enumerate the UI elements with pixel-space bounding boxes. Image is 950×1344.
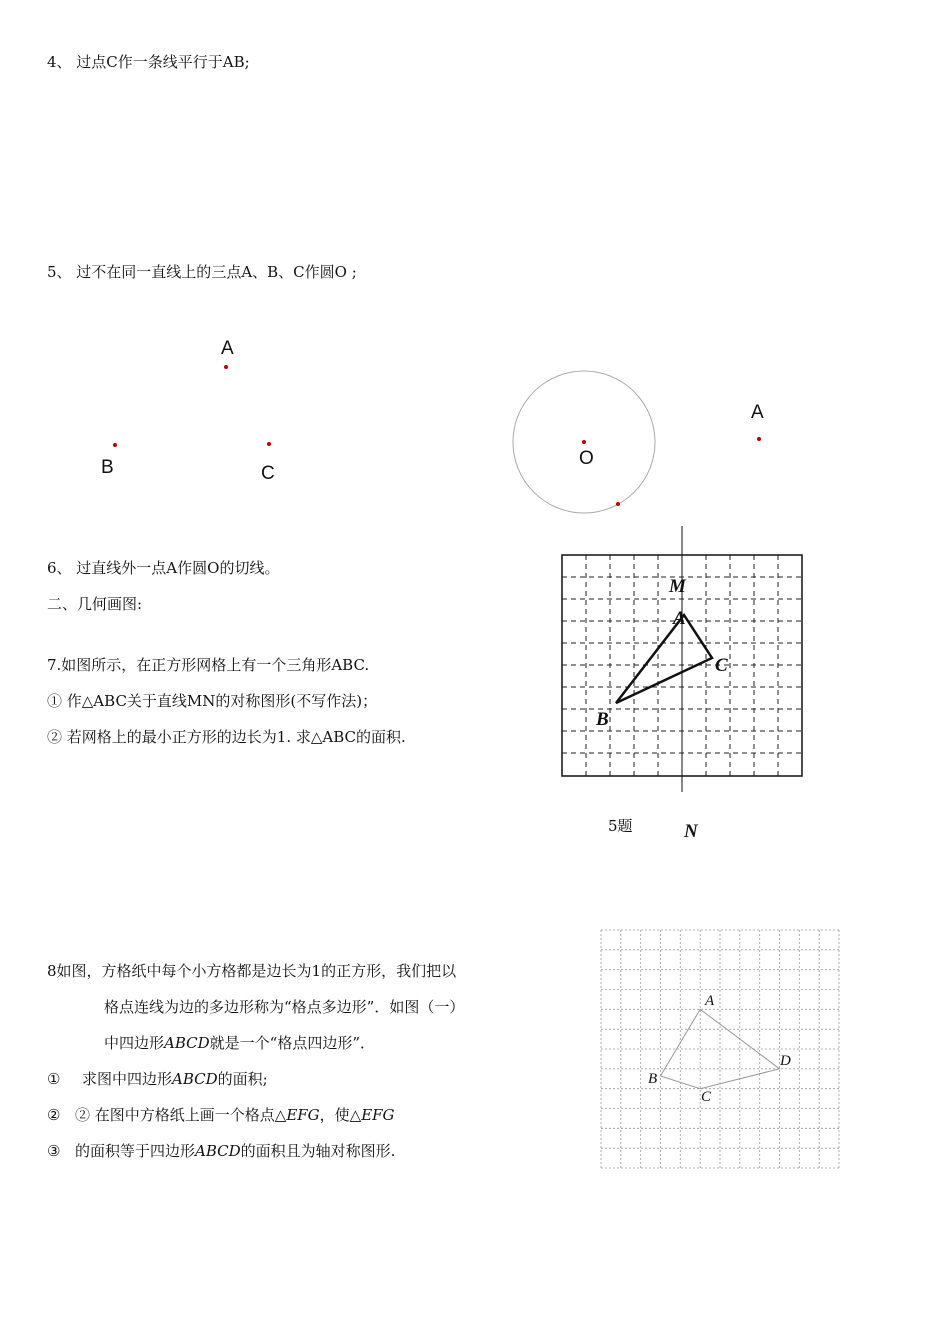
lattice-lines [601, 930, 839, 1168]
question-8-item-3: 的面积等于四边形ABCD的面积且为轴对称图形. [75, 1142, 396, 1160]
question-4: 4、 过点C作一条线平行于AB; [47, 53, 250, 71]
circle-center-label: O [579, 448, 594, 469]
square-grid-figure [562, 526, 802, 796]
question-8-line-3: 中四边形ABCD就是一个“格点四边形”． [104, 1034, 375, 1052]
grid-label-m: M [669, 576, 686, 597]
question-5: 5、 过不在同一直线上的三点A、B、C作圆O ; [47, 263, 357, 281]
outside-point-label: A [751, 402, 764, 423]
question-6: 6、 过直线外一点A作圆O的切线。 [47, 559, 280, 577]
grid-label-b: B [596, 709, 609, 730]
question-8-item-1: 求图中四边形ABCD的面积; [82, 1070, 268, 1088]
figure-caption: 5题 [608, 817, 633, 835]
lattice-label-d: D [780, 1053, 791, 1069]
question-7-item-1: ① 作△ABC关于直线MN的对称图形(不写作法)； [47, 692, 378, 710]
lattice-label-c: C [701, 1089, 712, 1105]
circle-center-dot [582, 440, 586, 444]
question-8-item-1-num: ① [47, 1070, 61, 1088]
grid-label-n: N [684, 821, 698, 842]
question-8-item-3-num: ③ [47, 1142, 61, 1160]
lattice-grid-figure [601, 930, 839, 1168]
question-8-line-1: 8如图，方格纸中每个小方格都是边长为1的正方形，我们把以 [47, 962, 457, 980]
lattice-label-a: A [705, 993, 715, 1009]
outside-point-dot [757, 437, 761, 441]
grid-label-a: A [673, 608, 686, 629]
question-7-item-2: ② 若网格上的最小正方形的边长为1. 求△ABC的面积. [47, 728, 406, 746]
question-8-item-2: ② 在图中方格纸上画一个格点△EFG，使△EFG [75, 1106, 395, 1124]
circle-point-dot [616, 502, 620, 506]
grid-label-c: C [715, 655, 728, 676]
question-7-title: 7.如图所示，在正方形网格上有一个三角形ABC. [47, 656, 370, 674]
question-8-line-2: 格点连线为边的多边形称为“格点多边形”．如图（一） [104, 998, 465, 1016]
point-a-label: A [221, 338, 234, 359]
question-8-item-2-num: ② [47, 1106, 61, 1124]
triangle-abc [616, 615, 712, 703]
point-c-label: C [261, 463, 275, 484]
section-2-heading: 二、几何画图: [47, 595, 143, 613]
lattice-label-b: B [648, 1071, 658, 1087]
point-b-label: B [101, 457, 114, 478]
